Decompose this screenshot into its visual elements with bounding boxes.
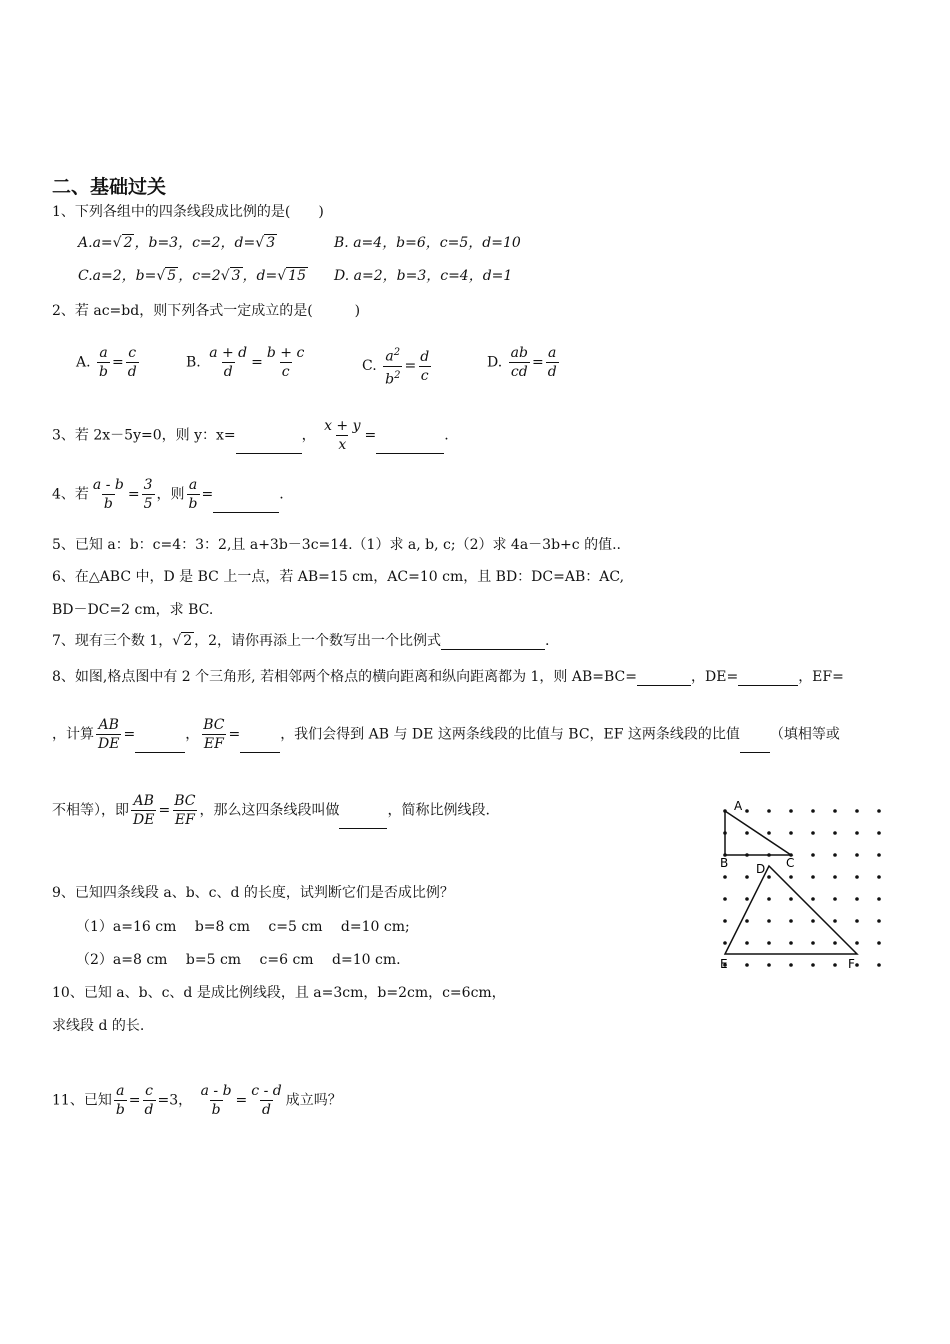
- grid-dot: [877, 809, 881, 813]
- section-title: 二、基础过关: [52, 176, 167, 198]
- grid-dot: [767, 897, 771, 901]
- q1-option-a: A.a=√ 2 ，b=3，c=2，d=√ 3: [78, 235, 276, 251]
- triangle-abc: [725, 811, 791, 855]
- label-d: D: [756, 862, 766, 876]
- q6-line1: 6、在△ABC 中，D 是 BC 上一点，若 AB=15 cm，AC=10 cm，且 BD：DC=AB：AC,: [52, 569, 625, 585]
- grid-dot: [833, 941, 837, 945]
- lattice-figure: [712, 798, 908, 988]
- label-c: C: [786, 856, 795, 870]
- q1-option-b: B. a=4，b=6，c=5，d=10: [334, 235, 521, 251]
- grid-dot: [811, 875, 815, 879]
- q4: 4、若 $\frac{a - b}{b}$ = $\frac{3}{5}$ ，则 $\frac{a}{b}$ = .: [52, 477, 284, 512]
- grid-dot: [855, 897, 859, 901]
- grid-dot: [811, 853, 815, 857]
- grid-dot: [723, 941, 727, 945]
- q8-line2: ，计算 $\frac{AB}{DE}$ = ， $\frac{BC}{EF}$ = ，我们会得到 AB 与 DE 这两条线段的比值与 BC，EF 这两条线段的比值 （填相等或: [52, 717, 840, 752]
- label-f: F: [848, 957, 855, 971]
- grid-dot: [877, 875, 881, 879]
- grid-dot: [833, 897, 837, 901]
- grid-dot: [767, 809, 771, 813]
- grid-dot: [833, 809, 837, 813]
- grid-dot: [855, 853, 859, 857]
- grid-dot: [767, 875, 771, 879]
- grid-dot: [833, 831, 837, 835]
- grid-dot: [855, 963, 859, 967]
- q8-line1: 8、如图,格点图中有 2 个三角形, 若相邻两个格点的横向距离和纵向距离都为 1，则 AB=BC= ，DE= ，EF=: [52, 669, 844, 685]
- grid-dot: [767, 963, 771, 967]
- grid-dot: [877, 963, 881, 967]
- grid-dot: [745, 831, 749, 835]
- q5: 5、已知 a：b：c=4：3：2,且 a+3b－3c=14.（1）求 a, b, c;（2）求 4a－3b+c 的值..: [52, 537, 621, 553]
- q3: 3、若 2x－5y=0，则 y：x= ， $\frac{x + y}{x}$ = .: [52, 418, 449, 453]
- grid-dot: [855, 809, 859, 813]
- grid-dot: [833, 919, 837, 923]
- q9-stem: 9、已知四条线段 a、b、c、d 的长度，试判断它们是否成比例？: [52, 885, 454, 901]
- grid-dot: [877, 897, 881, 901]
- grid-dot: [745, 897, 749, 901]
- q9-part2: （2）a=8 cm b=5 cm c=6 cm d=10 cm.: [76, 952, 401, 968]
- grid-dots: [723, 809, 881, 967]
- grid-dot: [767, 919, 771, 923]
- grid-dot: [877, 853, 881, 857]
- grid-dot: [811, 809, 815, 813]
- q10-line2: 求线段 d 的长.: [52, 1018, 145, 1034]
- q9-part1: （1）a=16 cm b=8 cm c=5 cm d=10 cm;: [76, 919, 410, 935]
- label-b: B: [720, 856, 729, 870]
- grid-dot: [855, 941, 859, 945]
- grid-dot: [745, 809, 749, 813]
- grid-dot: [789, 963, 793, 967]
- q2-stem: 2、若 ac=bd，则下列各式一定成立的是( ): [52, 303, 361, 319]
- grid-dot: [811, 919, 815, 923]
- grid-dot: [767, 941, 771, 945]
- grid-dot: [723, 919, 727, 923]
- q8-line3: 不相等），即 $\frac{AB}{DE}$ = $\frac{BC}{EF}$ ，那么这四条线段叫做 ，简称比例线段.: [52, 793, 490, 828]
- q2-option-a: A. $\frac{a}{b}$ = $\frac{c}{d}$: [76, 345, 137, 380]
- q2-option-c: C. $\frac{a^2}{b^2}$ = $\frac{d}{c}$: [362, 347, 430, 388]
- q2-option-b: B. $\frac{a + d}{d}$ = $\frac{b + c}{c}$: [186, 345, 305, 380]
- triangle-def: [725, 866, 857, 954]
- grid-dot: [745, 941, 749, 945]
- grid-dot: [811, 831, 815, 835]
- grid-dot: [855, 919, 859, 923]
- q7: 7、现有三个数 1，√ 2 ，2，请你再添上一个数写出一个比例式 .: [52, 633, 550, 649]
- grid-dot: [789, 809, 793, 813]
- grid-dot: [789, 919, 793, 923]
- label-e: E: [720, 957, 728, 971]
- grid-dot: [833, 853, 837, 857]
- grid-dot: [789, 941, 793, 945]
- grid-dot: [789, 831, 793, 835]
- grid-dot: [767, 831, 771, 835]
- grid-dot: [789, 875, 793, 879]
- grid-dot: [811, 941, 815, 945]
- grid-dot: [789, 897, 793, 901]
- grid-dot: [855, 875, 859, 879]
- grid-dot: [745, 963, 749, 967]
- grid-dot: [833, 963, 837, 967]
- grid-dot: [833, 875, 837, 879]
- q1-option-d: D. a=2，b=3，c=4，d=1: [334, 268, 513, 284]
- grid-dot: [855, 831, 859, 835]
- grid-dot: [723, 875, 727, 879]
- q2-option-d: D. $\frac{ab}{cd}$ = $\frac{a}{d}$: [487, 345, 557, 380]
- grid-dot: [745, 875, 749, 879]
- grid-dot: [811, 897, 815, 901]
- grid-dot: [723, 897, 727, 901]
- q1-stem: 1、下列各组中的四条线段成比例的是( ): [52, 204, 324, 220]
- grid-dot: [877, 941, 881, 945]
- grid-dot: [811, 963, 815, 967]
- q11: 11、已知 $\frac{a}{b}$ = $\frac{c}{d}$ =3， $\frac{a - b}{b}$ = $\frac{c - d}{d}$ 成立吗？: [52, 1083, 342, 1118]
- q1-option-c: C.a=2，b=√ 5 ，c=2√ 3 ，d=√ 15: [78, 268, 306, 284]
- q6-line2: BD－DC=2 cm，求 BC.: [52, 602, 214, 618]
- label-a: A: [734, 799, 743, 813]
- grid-dot: [877, 919, 881, 923]
- grid-dot: [877, 831, 881, 835]
- grid-dot: [745, 919, 749, 923]
- q10-line1: 10、已知 a、b、c、d 是成比例线段，且 a=3cm，b=2cm，c=6cm，: [52, 985, 506, 1001]
